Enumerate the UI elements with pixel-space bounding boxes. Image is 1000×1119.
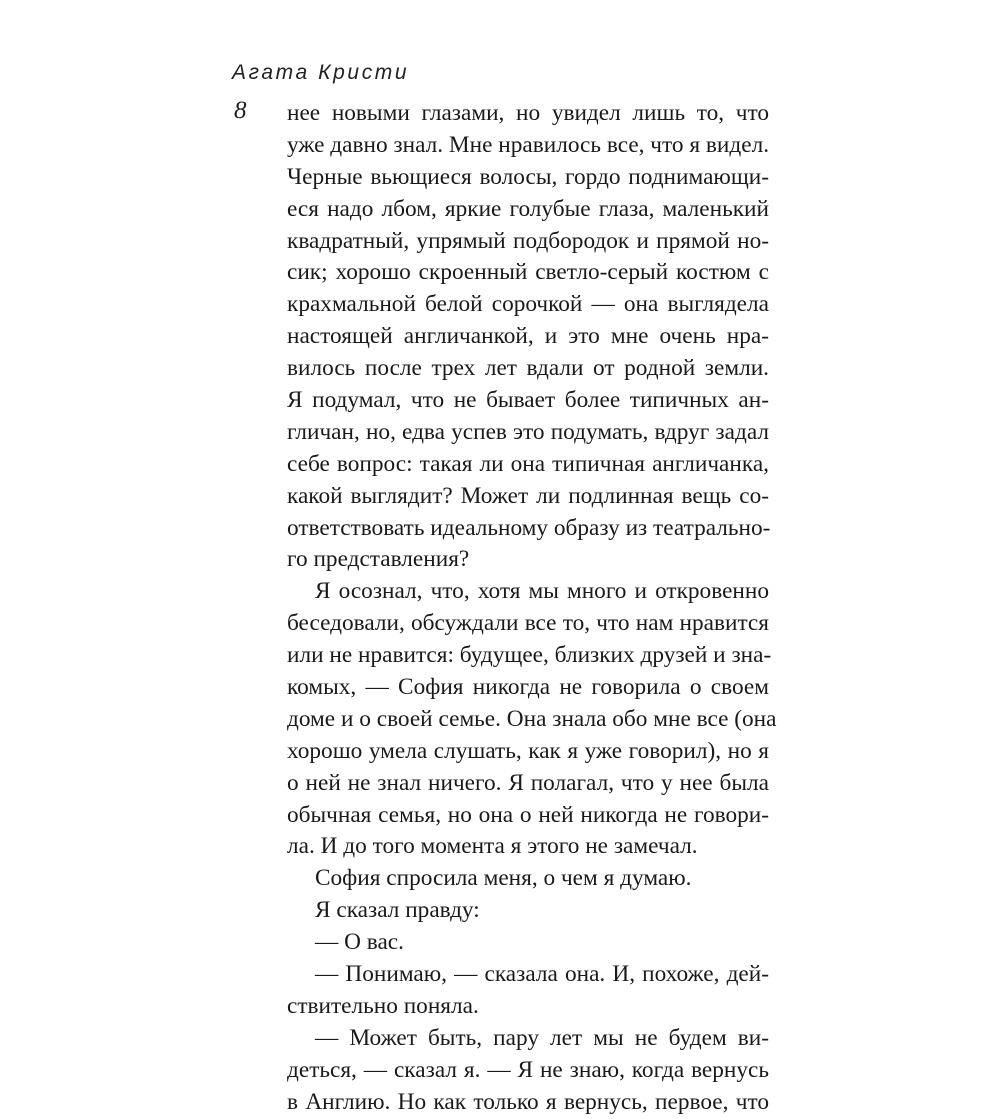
text-line: ла. И до того момента я этого не замечал. bbox=[287, 833, 698, 860]
text-line: в Англию. Но как только я вернусь, первое, что bbox=[287, 1088, 769, 1115]
running-head: Агата Кристи bbox=[232, 61, 410, 84]
text-line: София спросила меня, о чем я думаю. bbox=[315, 865, 692, 892]
text-line: Я сказал правду: bbox=[315, 897, 480, 924]
text-line: ответствовать идеальному образу из театрально- bbox=[287, 514, 771, 541]
text-line: Черные вьющиеся волосы, гордо поднимающи- bbox=[287, 163, 769, 190]
text-line: деться, — сказал я. — Я не знаю, когда вернусь bbox=[287, 1056, 769, 1083]
text-line: доме и о своей семье. Она знала обо мне все (она bbox=[287, 705, 777, 732]
body-text bbox=[287, 98, 777, 1119]
text-line: Я осознал, что, хотя мы много и откровенно bbox=[315, 578, 769, 605]
text-line: хорошо умела слушать, как я уже говорил), но я bbox=[287, 737, 769, 764]
text-line: сик; хорошо скроенный светло-серый костюм с bbox=[287, 259, 769, 286]
text-line: еся надо лбом, яркие голубые глаза, маленький bbox=[287, 195, 769, 222]
text-line: го представления? bbox=[287, 546, 470, 573]
text-line: о ней не знал ничего. Я полагал, что у нее была bbox=[287, 769, 769, 796]
text-line: — Может быть, пару лет мы не будем ви- bbox=[315, 1024, 769, 1051]
text-line: крахмальной белой сорочкой — она выглядела bbox=[287, 291, 769, 318]
text-line: нее новыми глазами, но увидел лишь то, что bbox=[287, 100, 769, 126]
text-line: или не нравится: будущее, близких друзей и зна- bbox=[287, 642, 772, 669]
text-line: — Понимаю, — сказала она. И, похоже, дей- bbox=[315, 961, 769, 988]
text-line: беседовали, обсуждали все то, что нам нравится bbox=[287, 610, 769, 637]
text-line: комых, — София никогда не говорила о своем bbox=[287, 674, 769, 701]
text-line: квадратный, упрямый подбородок и прямой но- bbox=[287, 227, 769, 254]
text-line: вилось после трех лет вдали от родной земли. bbox=[287, 355, 769, 382]
text-line: какой выглядит? Может ли подлинная вещь со- bbox=[287, 482, 769, 509]
text-line: гличан, но, едва успев это подумать, вдруг задал bbox=[287, 418, 769, 445]
text-line: обычная семья, но она о ней никогда не говори- bbox=[287, 801, 769, 828]
text-line: ствительно поняла. bbox=[287, 992, 479, 1019]
text-line: уже давно знал. Мне нравилось все, что я видел. bbox=[287, 131, 770, 158]
text-line: себе вопрос: такая ли она типичная англичанка, bbox=[287, 450, 769, 477]
page-number: 8 bbox=[234, 97, 247, 124]
text-line: — О вас. bbox=[315, 929, 404, 956]
text-line: Я подумал, что не бывает более типичных ан- bbox=[287, 387, 769, 414]
text-line: настоящей англичанкой, и это мне очень нра- bbox=[287, 323, 769, 350]
